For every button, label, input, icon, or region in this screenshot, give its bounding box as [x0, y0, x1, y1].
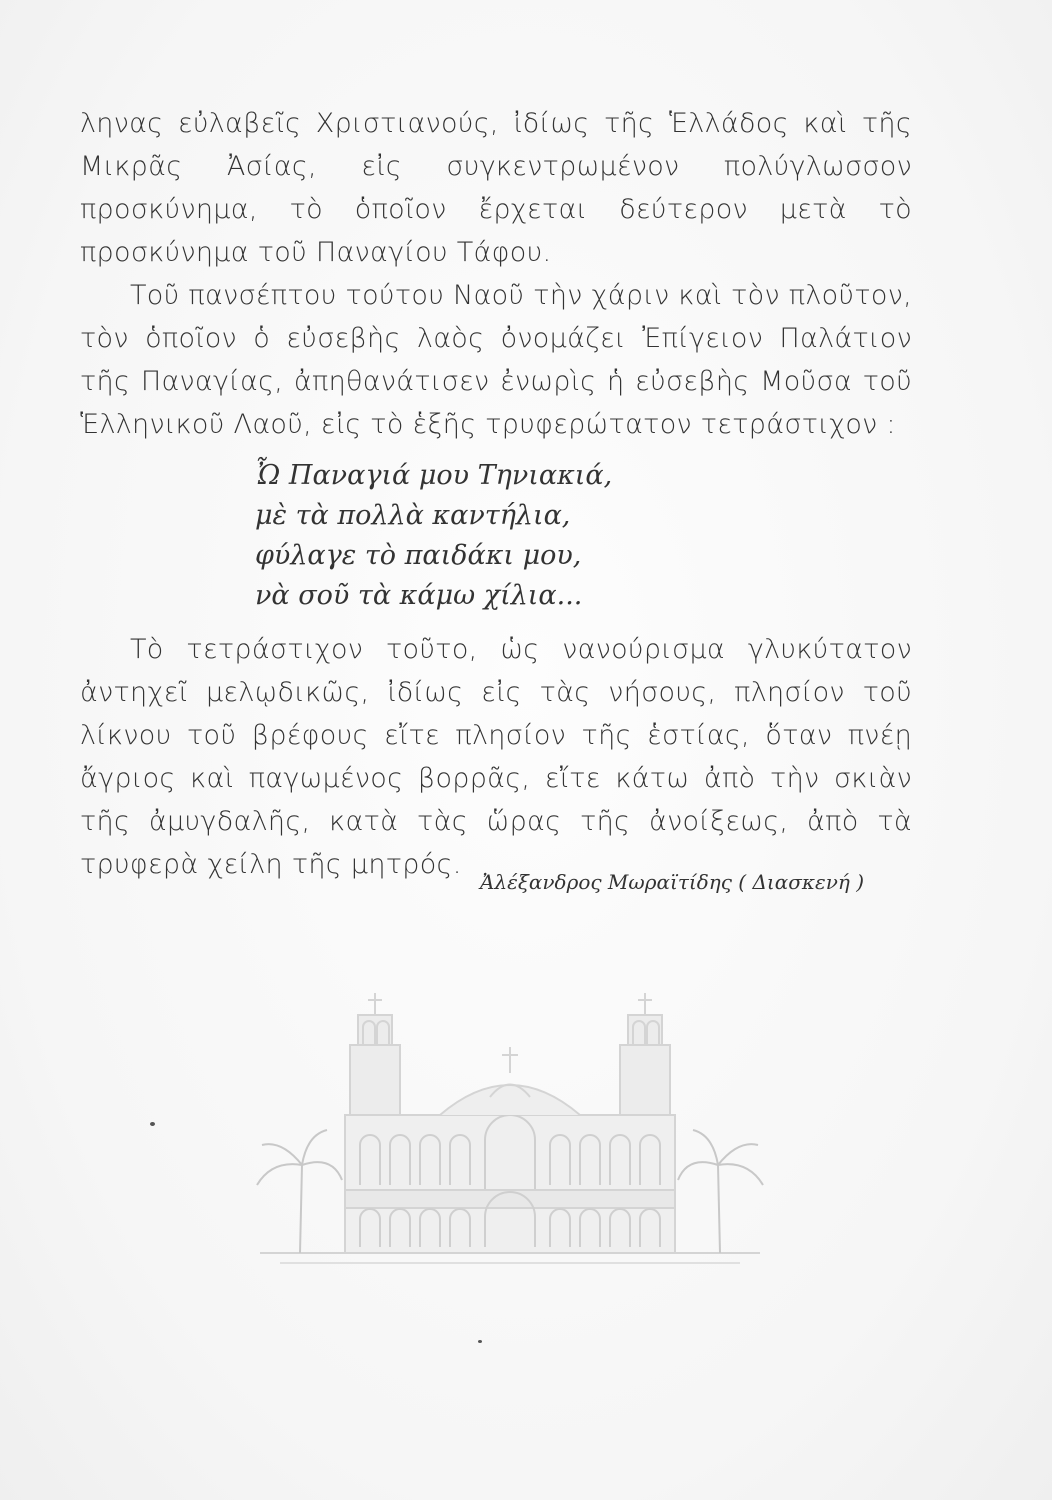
speck: [478, 1340, 482, 1343]
body-text: [80, 102, 912, 886]
poem: [255, 456, 912, 616]
paragraph-2: Τοῦ πανσέπτου τούτου Ναοῦ τὴν χάριν καὶ τὸν πλοῦτον, τὸν ὁποῖον ὁ εὐσεβὴς λαὸς ὀνομάζει Ἐπίγειον Παλάτιον τῆς Παναγίας, ἀπηθανάτισεν ἐνωρὶς ἡ εὐσεβὴς Μοῦσα τοῦ Ἑλληνικοῦ Λαοῦ, εἰς τὸ ἑξῆς τρυφερώτατον τετράστιχον :: [80, 280, 912, 440]
poem-line-3: φύλαγε τὸ παιδάκι μου,: [255, 540, 582, 571]
poem-line-4: νὰ σοῦ τὰ κάμω χίλια...: [255, 580, 583, 611]
poem-line-1: Ὦ Παναγιά μου Τηνιακιά,: [255, 460, 613, 491]
poem-line-2: μὲ τὰ πολλὰ καντήλια,: [255, 500, 571, 531]
church-facade-icon: [240, 985, 780, 1275]
paragraph-1: ληνας εὐλαβεῖς Χριστιανούς, ἰδίως τῆς Ἑλλάδος καὶ τῆς Μικρᾶς Ἀσίας, εἰς συγκεντρωμένον πολύγλωσσον προσκύνημα, τὸ ὁποῖον ἔρχεται δεύτερον μετὰ τὸ προσκύνημα τοῦ Παναγίου Τάφου.: [80, 108, 912, 268]
speck: [150, 1122, 155, 1126]
signature: Ἀλέξανδρος Μωραϊτίδης ( Διασκενή ): [480, 870, 865, 894]
paragraph-3: Τὸ τετράστιχον τοῦτο, ὡς νανούρισμα γλυκύτατον ἀντηχεῖ μελῳδικῶς, ἰδίως εἰς τὰς νήσους, πλησίον τοῦ λίκνου τοῦ βρέφους εἴτε πλησίον τῆς ἑστίας, ὅταν πνέῃ ἄγριος καὶ παγωμένος βορρᾶς, εἴτε κάτω ἀπὸ τὴν σκιὰν τῆς ἀμυγδαλῆς, κατὰ τὰς ὥρας τῆς ἀνοίξεως, ἀπὸ τὰ τρυφερὰ χείλη τῆς μητρός.: [80, 634, 912, 880]
